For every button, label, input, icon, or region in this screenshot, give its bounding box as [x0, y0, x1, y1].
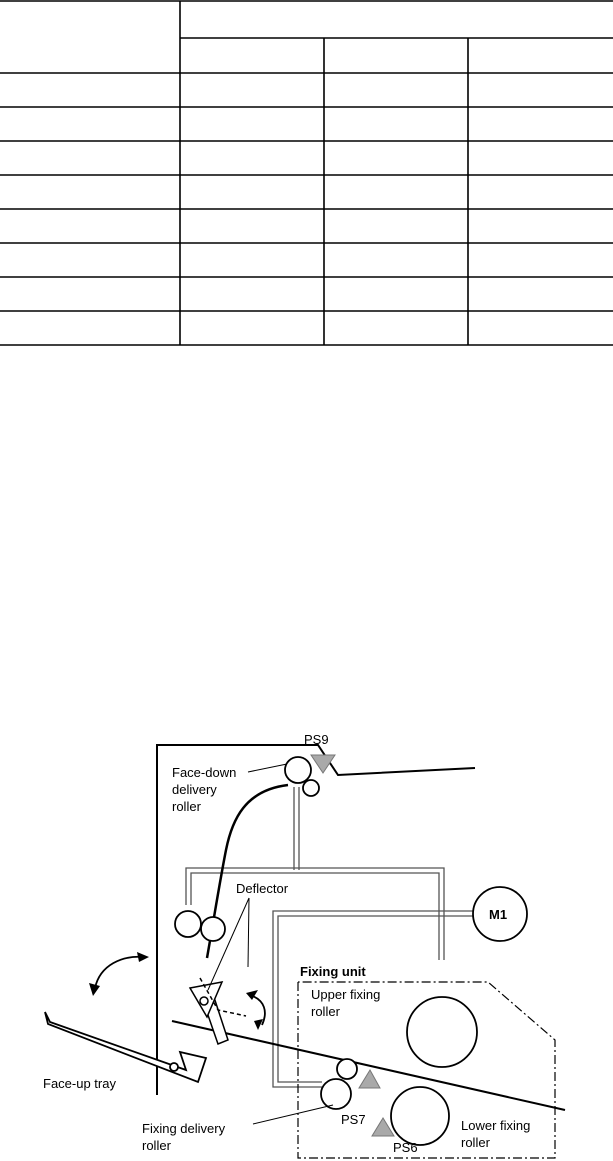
- intermediate-roller-left: [175, 911, 201, 937]
- rollers: [175, 757, 527, 1145]
- face-down-roller-lower: [303, 780, 319, 796]
- m1-label: M1: [489, 907, 508, 922]
- intermediate-roller-right: [201, 917, 225, 941]
- face-down-label-3: roller: [172, 799, 201, 814]
- paper-path: [172, 785, 565, 1110]
- ps7-sensor: [359, 1070, 380, 1088]
- deflector-assembly: [190, 978, 246, 1044]
- leader-lines: [208, 764, 333, 1124]
- empty-table-grid: [0, 0, 613, 346]
- face-up-tray-label: Face-up tray: [43, 1076, 116, 1091]
- labels: [43, 732, 530, 1155]
- ps9-label: PS9: [304, 732, 329, 747]
- lower-fixing-label-2: roller: [461, 1135, 490, 1150]
- face-down-roller-upper: [285, 757, 311, 783]
- sensors: [311, 755, 394, 1136]
- fixing-delivery-roller-upper: [337, 1059, 357, 1079]
- lower-fixing-roller: [391, 1087, 449, 1145]
- ps6-label: PS6: [393, 1140, 418, 1155]
- arrow-heads: [89, 952, 263, 1030]
- upper-fixing-label-2: roller: [311, 1004, 340, 1019]
- lower-fixing-label-1: Lower fixing: [461, 1118, 531, 1133]
- face-down-label-2: delivery: [172, 782, 217, 797]
- fixing-unit-label: Fixing unit: [300, 964, 366, 979]
- fixing-delivery-diagram: [0, 720, 613, 1161]
- face-down-label-1: Face-down: [172, 765, 237, 780]
- fixing-delivery-label-1: Fixing delivery: [142, 1121, 226, 1136]
- upper-fixing-roller: [407, 997, 477, 1067]
- fixing-delivery-label-2: roller: [142, 1138, 171, 1153]
- ps7-label: PS7: [341, 1112, 366, 1127]
- fixing-delivery-roller-lower: [321, 1079, 351, 1109]
- deflector-label: Deflector: [236, 881, 289, 896]
- deflector-pivot: [200, 997, 208, 1005]
- upper-fixing-label-1: Upper fixing: [311, 987, 381, 1002]
